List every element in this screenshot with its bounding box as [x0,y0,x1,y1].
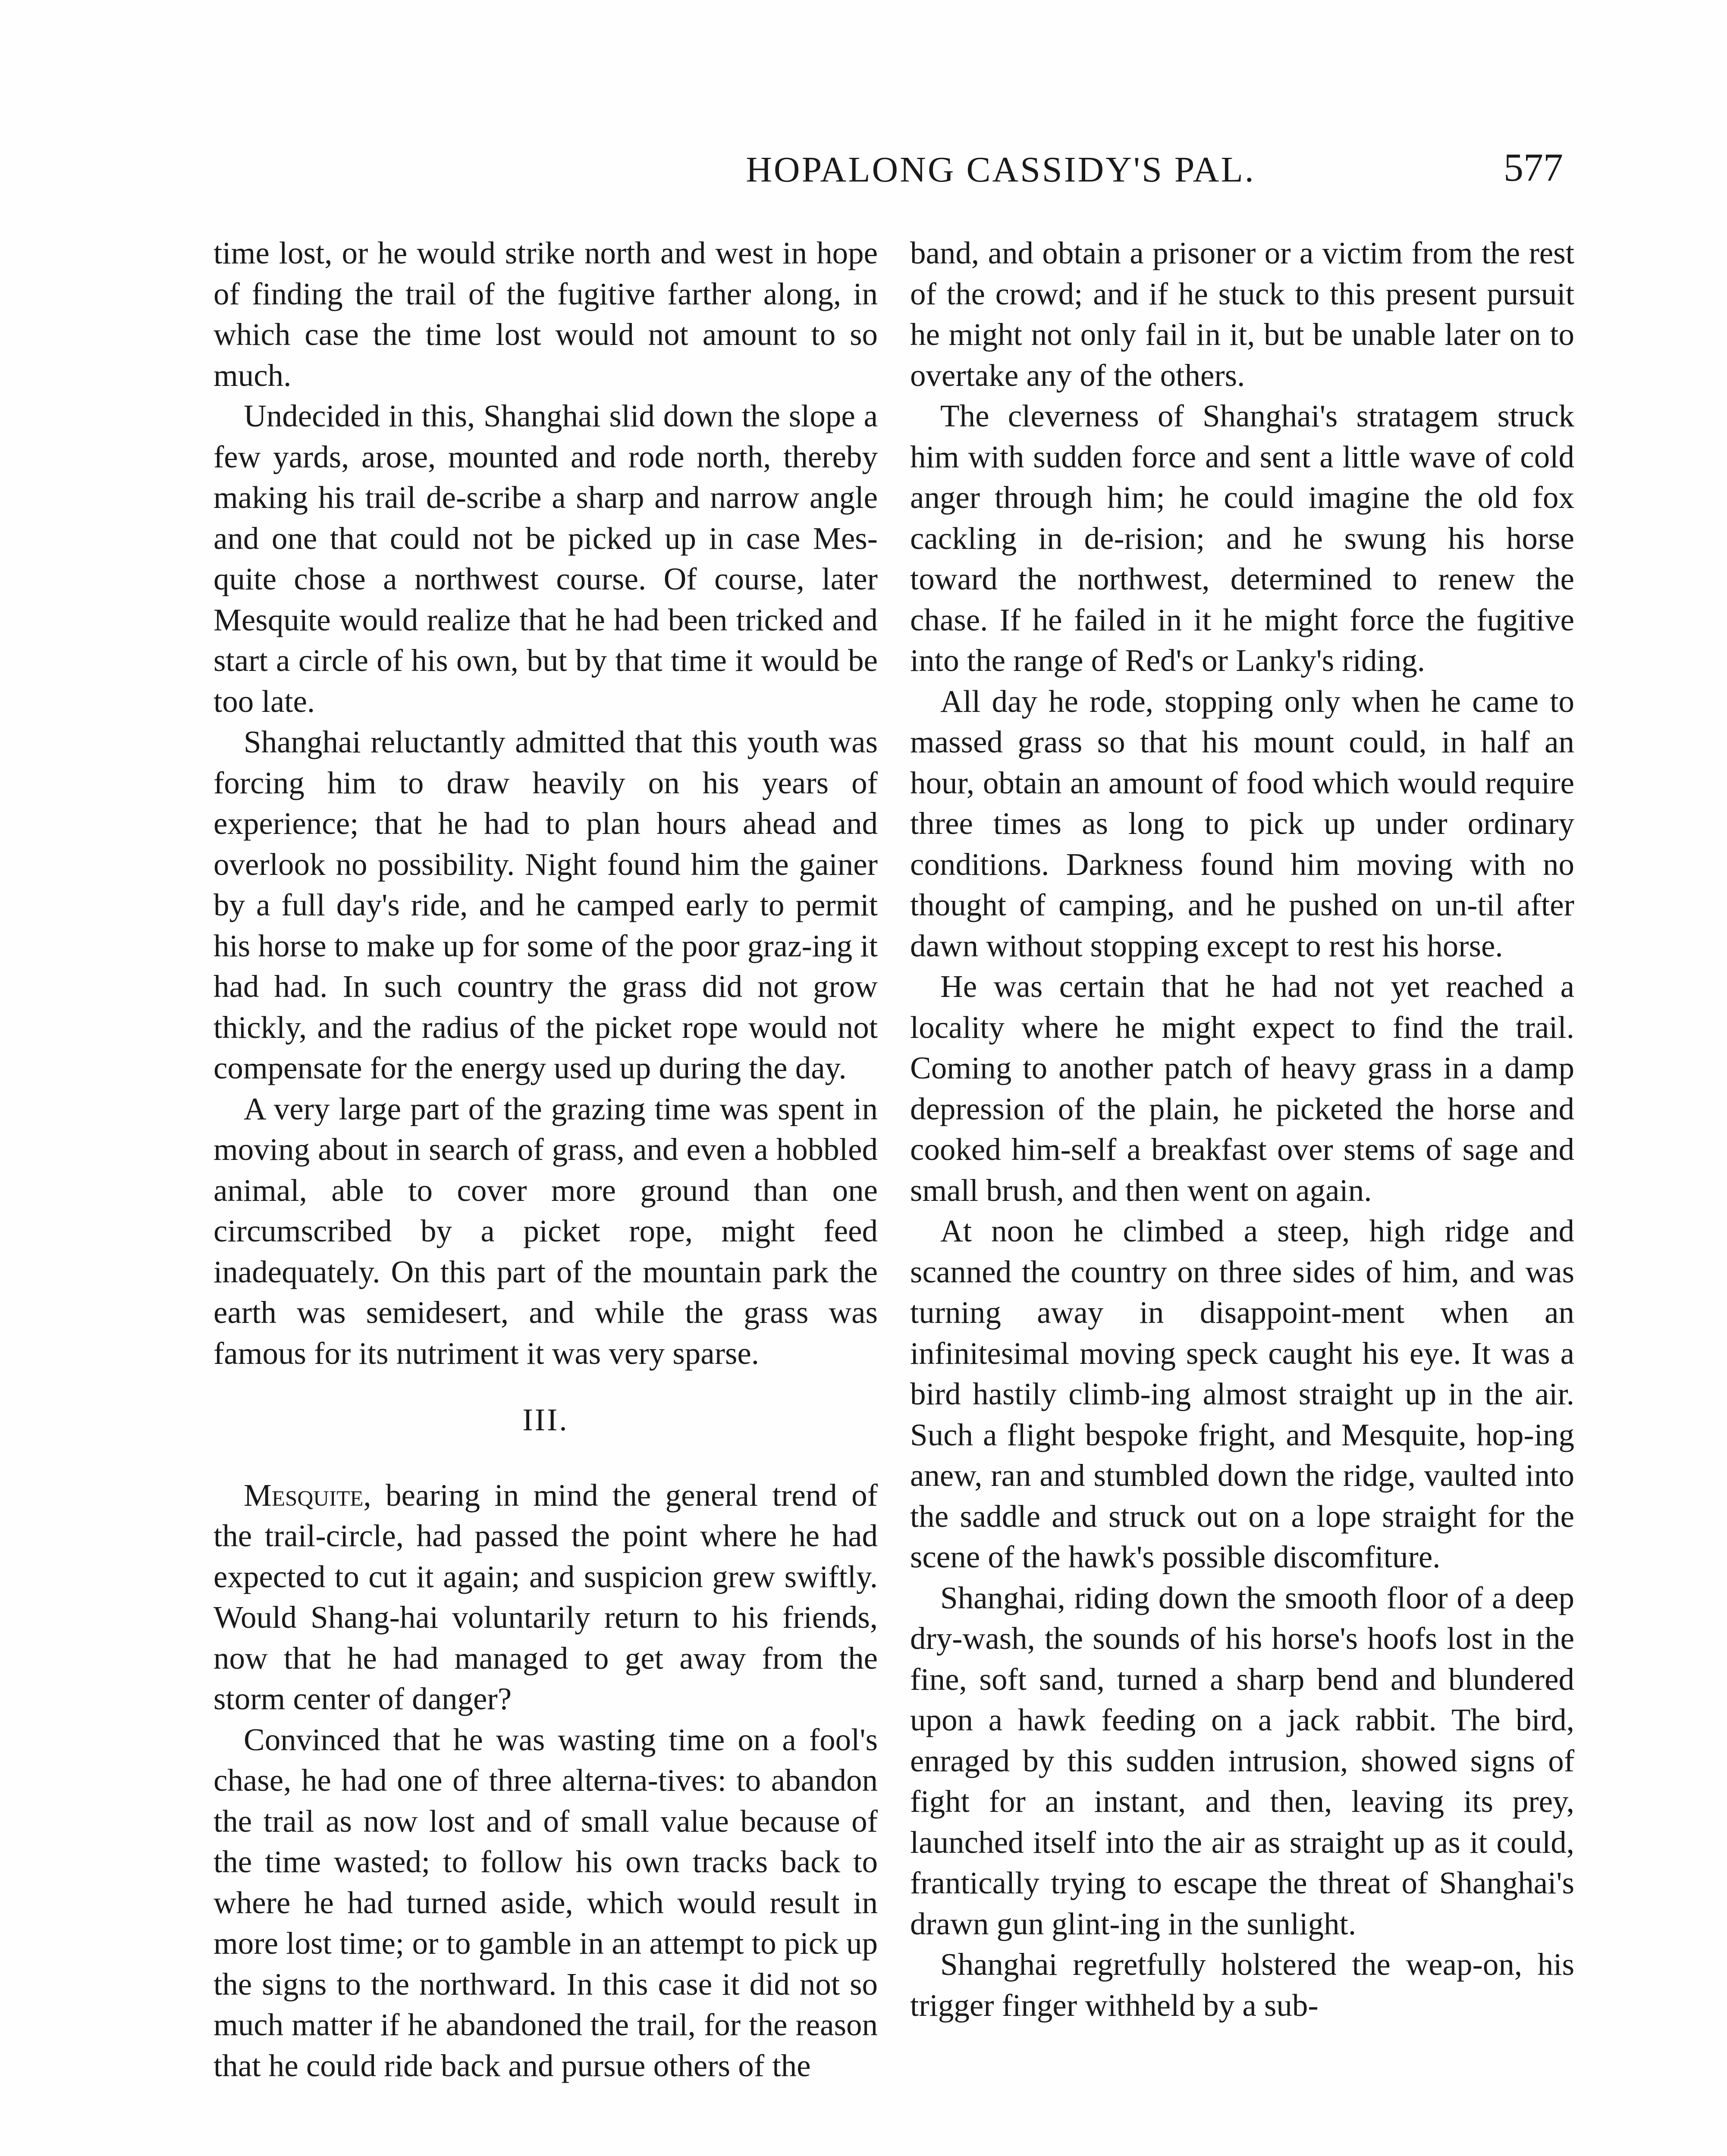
section-first-paragraph: bearing in mind the general trend of the trail-circle, had passed the point where he had expected to cut it again; and suspicion grew swiftly. Would Shang-hai voluntarily return to his friends, now that he had managed to get away from the storm center of danger? [214,1477,878,1716]
paragraph: A very large part of the grazing time was spent in moving about in search of grass, and even a hobbled animal, able to cover more ground than one circumscribed by a picket rope, might feed inadequately. On this part of the mountain park the earth was semidesert, and while the grass was famous for its nutriment it was very sparse. [214,1091,878,1371]
paragraph: time lost, or he would strike north and west in hope of finding the trail of the fugitive farther along, in which case the time lost would not amount to so much. [214,235,878,393]
paragraph: Shanghai reluctantly admitted that this youth was forcing him to draw heavily on his years of experience; that he had to plan hours ahead and overlook no possibility. Night found him the gainer by a full day's ride, and he camped early to permit his horse to make up for some of the poor graz-ing it had had. In such country the grass did not grow thickly, and the radius of the picket rope would not compensate for the energy used up during the day. [214,724,878,1085]
paragraph [214,1475,878,1720]
paragraph: He was certain that he had not yet reached a locality where he might expect to find the trail. Coming to another patch of heavy grass in a damp depression of the plain, he picketed the horse and cooked him-self a breakfast over stems of sage and small brush, and then went on again. [910,969,1574,1208]
paragraph: Shanghai regretfully holstered the weap-on, his trigger finger withheld by a sub- [910,1947,1574,2023]
page-number: 577 [1504,145,1563,189]
paragraph: All day he rode, stopping only when he came to massed grass so that his mount could, in half an hour, obtain an amount of food which would require three times as long to pick up under ordinary conditions. Darkness found him moving with no thought of camping, and he pushed on un-til after dawn without stopping except to rest his horse. [910,683,1574,963]
section-heading: III. [522,1402,569,1437]
running-head: HOPALONG CASSIDY'S PAL. [746,150,1256,190]
section-lead-word: Mesquite, [244,1477,371,1513]
paragraph: Convinced that he was wasting time on a fool's chase, he had one of three alterna-tives: to abandon the trail as now lost and of small value because of the time wasted; to follow his own tracks back to where he had turned aside, which would result in more lost time; or to gamble in an attempt to pick up the signs to the northward. In this case it did not so much matter if he abandoned the trail, for the reason that he could ride back and pursue others of the [214,1722,878,2083]
paragraph: Shanghai, riding down the smooth floor of a deep dry-wash, the sounds of his horse's hoofs lost in the fine, soft sand, turned a sharp bend and blundered upon a hawk feeding on a jack rabbit. The bird, enraged by this sudden intrusion, showed signs of fight for an instant, and then, leaving its prey, launched itself into the air as straight up as it could, frantically trying to escape the threat of Shanghai's drawn gun glint-ing in the sunlight. [910,1580,1574,1941]
paragraph: Undecided in this, Shanghai slid down the slope a few yards, arose, mounted and rode north, thereby making his trail de-scribe a sharp and narrow angle and one that could not be picked up in case Mes-quite chose a northwest course. Of course, later Mesquite would realize that he had been tricked and start a circle of his own, but by that time it would be too late. [214,398,878,719]
right-column [910,233,1574,2026]
left-column [214,233,878,2086]
paragraph: At noon he climbed a steep, high ridge and scanned the country on three sides of him, and was turning away in disappoint-ment when an infinitesimal moving speck caught his eye. It was a bird hastily climb-ing almost straight up in the air. Such a flight bespoke fright, and Mesquite, hop-ing anew, ran and stumbled down the ridge, vaulted into the saddle and struck out on a lope straight for the scene of the hawk's possible discomfiture. [910,1213,1574,1574]
paragraph: band, and obtain a prisoner or a victim from the rest of the crowd; and if he stuck to this present pursuit he might not only fail in it, but be unable later on to overtake any of the others. [910,235,1574,393]
paragraph: The cleverness of Shanghai's stratagem struck him with sudden force and sent a little wave of cold anger through him; he could imagine the old fox cackling in de-rision; and he swung his horse toward the northwest, determined to renew the chase. If he failed in it he might force the fugitive into the range of Red's or Lanky's riding. [910,398,1574,678]
